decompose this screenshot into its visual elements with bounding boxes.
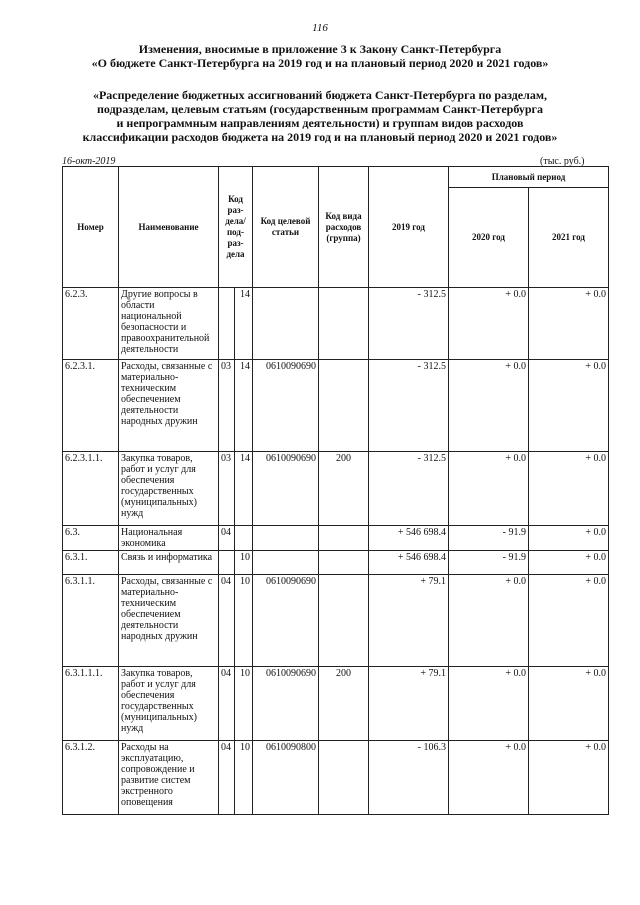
header-target: Код целевой статьи xyxy=(253,167,319,288)
cell-type xyxy=(319,360,369,452)
cell-number: 6.2.3. xyxy=(63,288,119,360)
cell-name: Закупка товаров, работ и услуг для обеспечения государственных (муниципальных) нужд xyxy=(119,667,219,741)
cell-number: 6.3. xyxy=(63,526,119,551)
cell-name: Закупка товаров, работ и услуг для обеспечения государственных (муниципальных) нужд xyxy=(119,452,219,526)
subtitle-line: и непрограммным направлениям деятельности) и группам видов расходов xyxy=(116,116,524,130)
table-body xyxy=(63,288,609,815)
table-row xyxy=(63,741,609,815)
cell-2020: - 91.9 xyxy=(449,526,529,551)
cell-2019: + 79.1 xyxy=(369,667,449,741)
cell-section: 04 xyxy=(219,741,235,815)
cell-2021: + 0.0 xyxy=(529,452,609,526)
cell-2020: + 0.0 xyxy=(449,288,529,360)
title-line: Изменения, вносимые в приложение 3 к Закону Санкт-Петербурга xyxy=(138,42,502,56)
cell-name: Связь и информатика xyxy=(119,551,219,575)
cell-name: Расходы, связанные с материально-техническим обеспечением деятельности народных дружин xyxy=(119,360,219,452)
cell-number: 6.2.3.1.1. xyxy=(63,452,119,526)
cell-subsection: 10 xyxy=(235,667,253,741)
cell-section: 04 xyxy=(219,667,235,741)
cell-section xyxy=(219,288,235,360)
cell-number: 6.3.1.2. xyxy=(63,741,119,815)
cell-target: 0610090690 xyxy=(253,360,319,452)
cell-subsection: 14 xyxy=(235,452,253,526)
cell-2019: + 79.1 xyxy=(369,575,449,667)
table-row xyxy=(63,452,609,526)
table-row xyxy=(63,360,609,452)
cell-2019: + 546 698.4 xyxy=(369,526,449,551)
cell-type xyxy=(319,526,369,551)
cell-type: 200 xyxy=(319,667,369,741)
cell-target: 0610090690 xyxy=(253,575,319,667)
cell-2020: + 0.0 xyxy=(449,575,529,667)
cell-name: Расходы, связанные с материально-техническим обеспечением деятельности народных дружин xyxy=(119,575,219,667)
cell-type xyxy=(319,741,369,815)
header-2019: 2019 год xyxy=(369,167,449,288)
cell-target xyxy=(253,288,319,360)
header-number: Номер xyxy=(63,167,119,288)
cell-type xyxy=(319,575,369,667)
cell-name: Национальная экономика xyxy=(119,526,219,551)
cell-number: 6.3.1.1.1. xyxy=(63,667,119,741)
header-2020: 2020 год xyxy=(449,188,529,288)
cell-section: 03 xyxy=(219,360,235,452)
document-title xyxy=(0,42,640,70)
cell-2020: - 91.9 xyxy=(449,551,529,575)
header-section: Код раз- дела/ под- раз- дела xyxy=(219,167,253,288)
cell-section: 03 xyxy=(219,452,235,526)
cell-subsection: 10 xyxy=(235,575,253,667)
document-date: 16-окт-2019 xyxy=(62,156,116,167)
header-planned-period: Плановый период xyxy=(449,167,609,188)
cell-2019: - 106.3 xyxy=(369,741,449,815)
cell-target: 0610090690 xyxy=(253,452,319,526)
cell-section: 04 xyxy=(219,526,235,551)
units-label: (тыс. руб.) xyxy=(540,156,585,167)
cell-2020: + 0.0 xyxy=(449,667,529,741)
header-name: Наименование xyxy=(119,167,219,288)
header-2021: 2021 год xyxy=(529,188,609,288)
cell-target: 0610090800 xyxy=(253,741,319,815)
cell-2019: - 312.5 xyxy=(369,360,449,452)
header-type: Код вида расходов (группа) xyxy=(319,167,369,288)
cell-2021: + 0.0 xyxy=(529,360,609,452)
subtitle-line: классификации расходов бюджета на 2019 год и на плановый период 2020 и 2021 годов» xyxy=(82,130,558,144)
cell-target xyxy=(253,526,319,551)
cell-type xyxy=(319,288,369,360)
cell-subsection: 10 xyxy=(235,551,253,575)
cell-type xyxy=(319,551,369,575)
cell-2021: + 0.0 xyxy=(529,551,609,575)
cell-number: 6.2.3.1. xyxy=(63,360,119,452)
cell-type: 200 xyxy=(319,452,369,526)
cell-subsection: 10 xyxy=(235,741,253,815)
cell-section xyxy=(219,551,235,575)
cell-2021: + 0.0 xyxy=(529,575,609,667)
cell-section: 04 xyxy=(219,575,235,667)
cell-2020: + 0.0 xyxy=(449,360,529,452)
cell-2019: + 546 698.4 xyxy=(369,551,449,575)
cell-2020: + 0.0 xyxy=(449,452,529,526)
cell-name: Расходы на эксплуатацию, сопровождение и развитие систем экстренного оповещения xyxy=(119,741,219,815)
budget-table xyxy=(62,166,609,815)
table-row xyxy=(63,667,609,741)
title-line: «О бюджете Санкт-Петербурга на 2019 год и на плановый период 2020 и 2021 годов» xyxy=(91,56,549,70)
table-row xyxy=(63,551,609,575)
cell-number: 6.3.1. xyxy=(63,551,119,575)
subtitle-line: подразделам, целевым статьям (государственным программам Санкт-Петербурга xyxy=(97,102,543,116)
cell-name: Другие вопросы в области национальной безопасности и правоохранительной деятельности xyxy=(119,288,219,360)
cell-number: 6.3.1.1. xyxy=(63,575,119,667)
cell-2019: - 312.5 xyxy=(369,288,449,360)
table-row xyxy=(63,526,609,551)
cell-subsection: 14 xyxy=(235,288,253,360)
document-subtitle xyxy=(0,88,640,144)
page-number: 116 xyxy=(312,22,328,34)
table-row xyxy=(63,288,609,360)
cell-target: 0610090690 xyxy=(253,667,319,741)
cell-2020: + 0.0 xyxy=(449,741,529,815)
cell-target xyxy=(253,551,319,575)
cell-2021: + 0.0 xyxy=(529,526,609,551)
table-row xyxy=(63,575,609,667)
subtitle-line: «Распределение бюджетных ассигнований бюджета Санкт-Петербурга по разделам, xyxy=(92,88,548,102)
cell-2021: + 0.0 xyxy=(529,288,609,360)
cell-2021: + 0.0 xyxy=(529,667,609,741)
cell-subsection: 14 xyxy=(235,360,253,452)
cell-2019: - 312.5 xyxy=(369,452,449,526)
cell-subsection xyxy=(235,526,253,551)
cell-2021: + 0.0 xyxy=(529,741,609,815)
